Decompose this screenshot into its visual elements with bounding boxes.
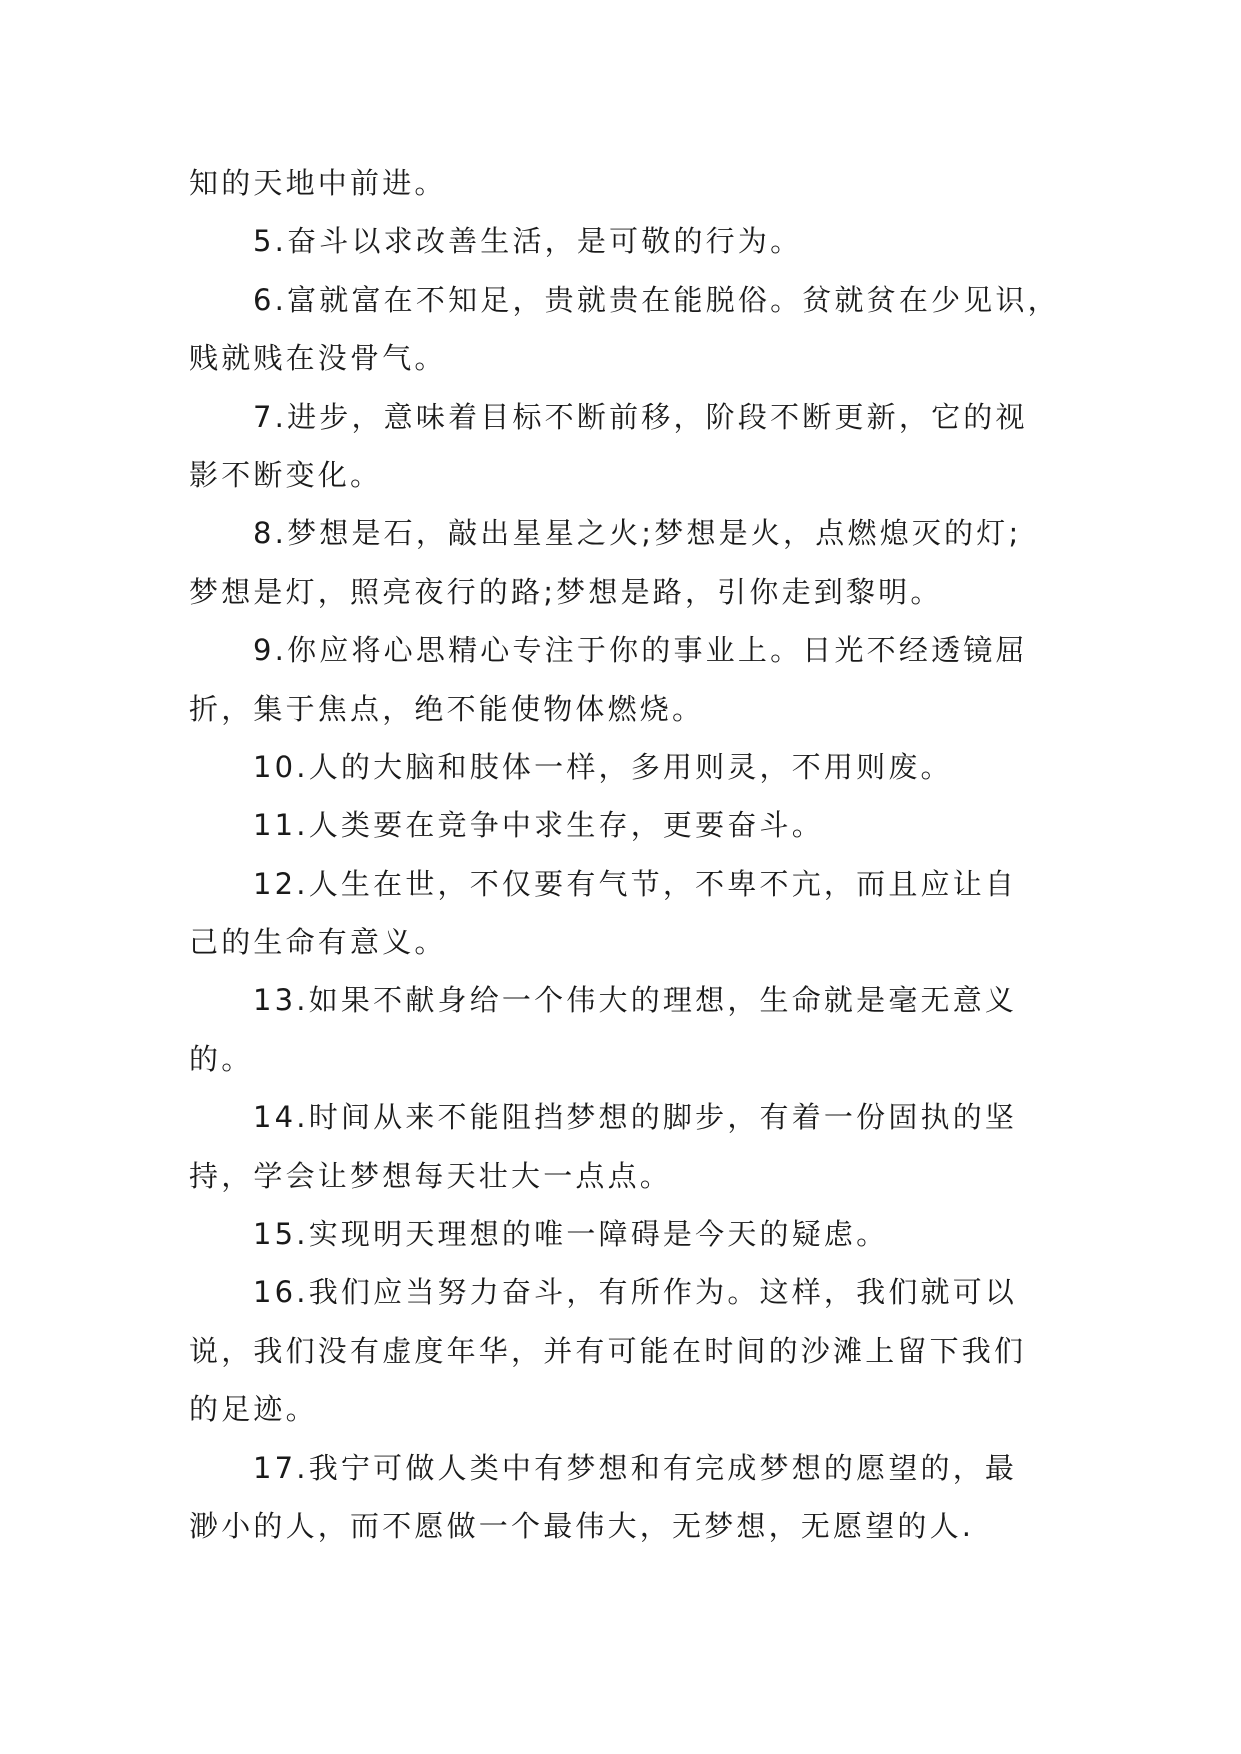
text-line: 14.时间从来不能阻挡梦想的脚步，有着一份固执的坚 [253,1100,1018,1135]
text-line: 13.如果不献身给一个伟大的理想，生命就是毫无意义 [253,983,1018,1018]
text-line: 持，学会让梦想每天壮大一点点。 [189,1158,673,1193]
text-line: 15.实现明天理想的唯一障碍是今天的疑虑。 [253,1217,889,1252]
text-line: 10.人的大脑和肢体一样，多用则灵，不用则废。 [253,749,953,784]
text-line: 渺小的人，而不愿做一个最伟大，无梦想，无愿望的人. [189,1508,975,1543]
text-line: 9.你应将心思精心专注于你的事业上。日光不经透镜屈 [253,633,1028,668]
text-line: 12.人生在世，不仅要有气节，不卑不亢，而且应让自 [253,866,1018,901]
text-line: 16.我们应当努力奋斗，有所作为。这样，我们就可以 [253,1275,1018,1310]
text-line: 6.富就富在不知足，贵就贵在能脱俗。贫就贫在少见识， [253,282,1060,317]
text-line: 11.人类要在竞争中求生存，更要奋斗。 [253,808,824,843]
text-line: 17.我宁可做人类中有梦想和有完成梦想的愿望的，最 [253,1450,1018,1485]
text-line: 知的天地中前进。 [189,166,447,200]
text-line: 5.奋斗以求改善生活，是可敬的行为。 [253,224,803,259]
text-line: 梦想是灯，照亮夜行的路;梦想是路，引你走到黎明。 [189,574,943,609]
text-line: 说，我们没有虚度年华，并有可能在时间的沙滩上留下我们 [189,1333,1027,1368]
text-line: 折，集于焦点，绝不能使物体燃烧。 [189,691,705,726]
text-line: 的足迹。 [189,1392,318,1427]
text-line: 己的生命有意义。 [189,925,447,960]
text-line: 8.梦想是石，敲出星星之火;梦想是火，点燃熄灭的灯; [253,516,1022,551]
text-line: 贱就贱在没骨气。 [189,341,447,376]
text-line: 的。 [189,1041,254,1076]
document-body [189,154,1059,1555]
text-line: 影不断变化。 [189,457,383,492]
text-line: 7.进步，意味着目标不断前移，阶段不断更新，它的视 [253,399,1028,434]
